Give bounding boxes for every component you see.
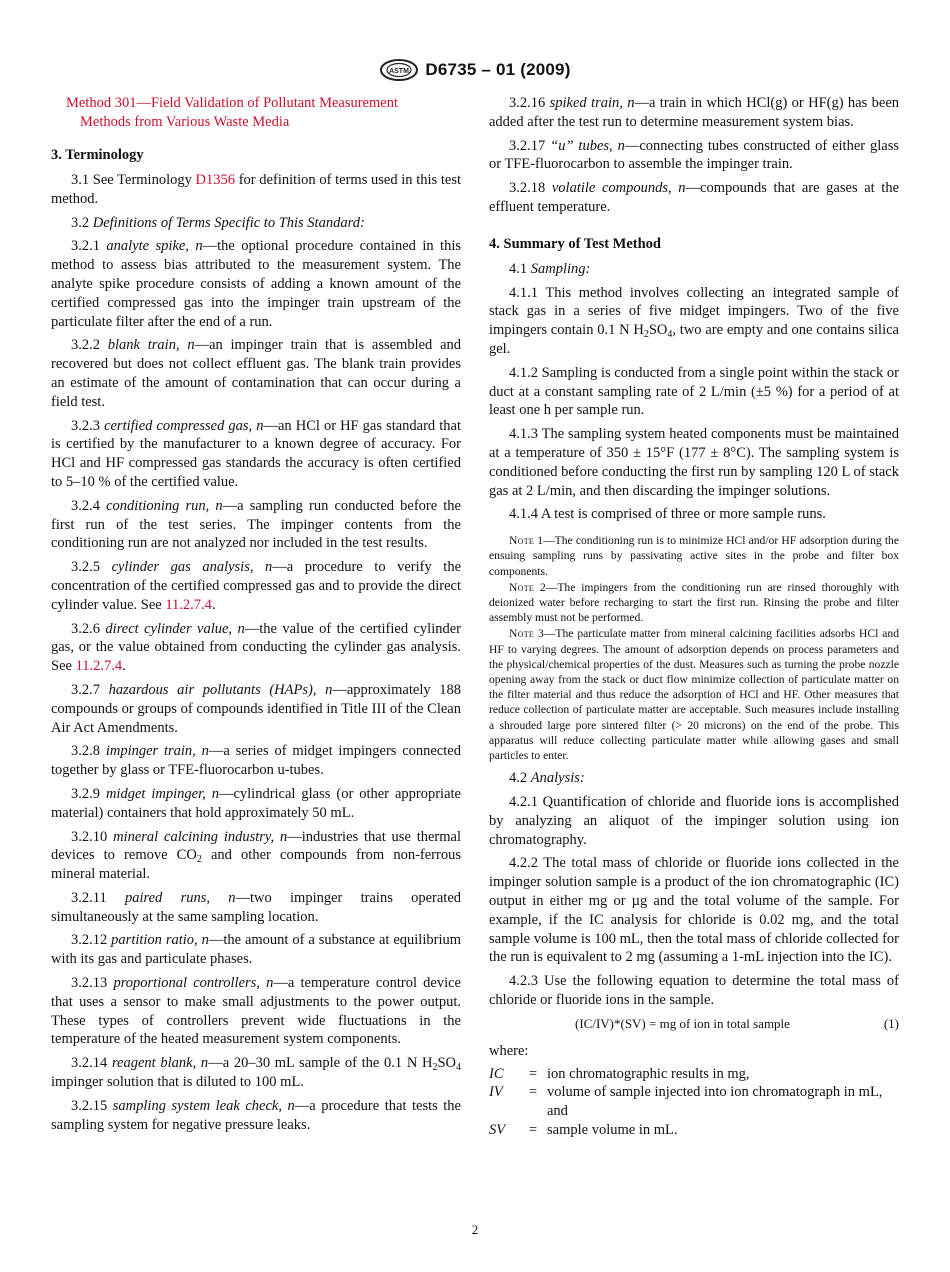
- method-301-reference[interactable]: Method 301—Field Validation of Pollutant Measurement Methods from Various Waste Media: [66, 95, 398, 130]
- document-header: [0, 56, 950, 84]
- para-3-2-18: 3.2.18 volatile compounds, n—compounds that are gases at the effluent temperature.: [489, 180, 900, 215]
- para-4-1-2: 4.1.2 Sampling is conducted from a single point within the stack or duct at a constant sampling rate of 2 L/min (±5 %) for a period of at least one h per sample run.: [489, 364, 899, 419]
- para-3-2-5: 3.2.5 cylinder gas analysis, n—a procedure to verify the concentration of the certified compressed gas and to provide the direct cylinder value. See 11.2.7.4.: [51, 559, 462, 613]
- para-3-2-14: 3.2.14 reagent blank, n—a 20–30 mL sample of the 0.1 N $H_2SO_4$ impinger solution that is diluted to 100 mL.: [51, 1055, 461, 1091]
- para-4-1: 4.1 Sampling:: [509, 260, 591, 277]
- para-3-2-17: 3.2.17 “u” tubes, n—connecting tubes constructed of either glass or TFE-fluorocarbon to assemble the impinger train.: [489, 137, 899, 173]
- para-3-2-15: 3.2.15 sampling system leak check, n—a procedure that tests the sampling system for negative pressure leaks.: [51, 1097, 461, 1133]
- equation-number: (1): [883, 1015, 899, 1031]
- para-3-2-7: 3.2.7 hazardous air pollutants (HAPs), n—approximately 188 compounds or groups of compounds identified in Title III of the Clean Air Act Amendments.: [51, 681, 461, 736]
- para-3-2-16: 3.2.16 spiked train, n—a train in which HCl(g) or HF(g) has been added after the test run to determine measurement system bias.: [489, 95, 899, 130]
- where-label: where:: [489, 1042, 529, 1059]
- para-4-1-3: 4.1.3 The sampling system heated components must be maintained at a temperature of 350 ± 15°F (177 ± 8°C). The sampling system is conditioned before conducting the first run by sampling 120 L of stack gas at 2 L/min, and then discarding the impinger solutions.: [489, 426, 899, 499]
- para-4-2: 4.2 Analysis:: [509, 770, 585, 787]
- para-3-2-12: 3.2.12 partition ratio, n—the amount of a substance at equilibrium with its gas and particulate phases.: [51, 932, 462, 968]
- note-2: Note 2—The impingers from the conditioning run are rinsed thoroughly with deionized water before recharging to start the first run. Rinsing the probe and filter assembly must not be performed.: [489, 580, 899, 625]
- equation-1: [489, 1016, 899, 1032]
- section-11-2-7-4-link[interactable]: 11.2.7.4: [165, 596, 212, 613]
- para-3-2-11: 3.2.11 paired runs, n—two impinger trains operated simultaneously at the same sampling location.: [51, 889, 462, 925]
- astm-logo-text: ASTM: [389, 68, 410, 75]
- para-3-2-2: 3.2.2 blank train, n—an impinger train that is assembled and recovered but does not collect effluent gas. The blank train provides an estimate of the amount of contamination that can occur during a field test.: [51, 337, 461, 410]
- note-1: Note 1—The conditioning run is to minimize HCl and/or HF adsorption during the ensuing sampling runs by passivating active sites in the probe and filter box components.: [489, 534, 899, 578]
- definition-row: IV = volume of sample injected into ion chromatograph in mL, and: [489, 1084, 883, 1120]
- equation-text: (IC/IV)*(SV) = mg of ion in total sample: [575, 1015, 790, 1031]
- para-3-2-10: 3.2.10 mineral calcining industry, n—industries that use thermal devices to remove $CO_2$ and other compounds from non-ferrous mineral material.: [51, 828, 462, 883]
- para-3-2-1: 3.2.1 analyte spike, n—the optional procedure contained in this method to assess bias attributed to the measurement system. The analyte spike procedure consists of adding a known amount of the certified compressed gas into the impinger train upstream of the particulate filter after the end of a run.: [51, 238, 461, 330]
- para-3-2: 3.2 Definitions of Terms Specific to This Standard:: [71, 214, 365, 231]
- para-3-2-3: 3.2.3 certified compressed gas, n—an HCl or HF gas standard that is certified by the manufacturer to a known degree of accuracy. For HCl and HF compressed gas standards the accuracy is often certified to 5–10 % of the certified value.: [51, 417, 461, 490]
- d1356-link[interactable]: D1356: [195, 172, 236, 188]
- para-4-1-1: 4.1.1 This method involves collecting an integrated sample of stack gas in a series of five midget impingers. Two of the five impingers contain 0.1 N $H_2SO_4$, two are empty and one contains silica gel.: [489, 284, 899, 357]
- definition-row: IC = ion chromatographic results in mg,: [489, 1065, 750, 1082]
- para-3-2-4: 3.2.4 conditioning run, n—a sampling run conducted before the first run of the test series. The impinger contents from the conditioning run are not analyzed nor included in the test results.: [51, 497, 461, 552]
- para-3-2-9: 3.2.9 midget impinger, n—cylindrical glass (or other appropriate material) containers that hold approximately 50 mL.: [51, 785, 461, 821]
- para-3-2-8: 3.2.8 impinger train, n—a series of midget impingers connected together by glass or TFE-fluorocarbon u-tubes.: [51, 743, 461, 779]
- right-column: [489, 94, 899, 1140]
- para-4-2-2: 4.2.2 The total mass of chloride or fluoride ions collected in the impinger solution sample is a product of the ion chromatographic (IC) output in either mg or µg and the total volume of the sample. For example, if the IC analysis for chloride is 0.02 mg, and the total sample volume is 100 mL, then the total mass of chloride collected for the run is equivalent to 2 mg (assuming a 1-mL injection into the IC).: [489, 855, 899, 966]
- astm-logo-icon: [379, 58, 419, 82]
- para-3-1: 3.1 See Terminology D1356 for definition of terms used in this test method.: [51, 172, 461, 207]
- document-designation: D6735 – 01 (2009): [425, 60, 571, 79]
- para-3-2-6: 3.2.6 direct cylinder value, n—the value of the certified cylinder gas, or the value obtained from conducting the cylinder gas analysis. See 11.2.7.4.: [51, 620, 462, 675]
- para-4-2-1: 4.2.1 Quantification of chloride and fluoride ions is accomplished by analyzing an aliquot of the impinger solution using ion chromatography.: [489, 793, 899, 848]
- page-number: 2: [471, 1222, 479, 1237]
- note-3: Note 3—The particulate matter from mineral calcining facilities adsorbs HCl and HF to varying degrees. The amount of adsorption depends on process parameters and the physical/chemical properties of the dust. Measures such as turning the probe nozzle opening away from the stack or duct flow minimize collection of particulate matter on the filter material and thus reduce the adsorption of HCl and HF. Other measures that reduce collection of particulate matter are acceptable. Such measures include installing a shrouded large pore sintered filter (> 20 microns) on the end of the probe. This apparatus will reduce collecting particulate matter while allowing gases and small particles to enter.: [489, 627, 899, 762]
- para-3-2-13: 3.2.13 proportional controllers, n—a temperature control device that uses a sensor to make small adjustments to the power output. These types of controllers prevent wide fluctuations in the temperature of the heated measurement system components.: [51, 975, 461, 1048]
- section-3-heading: 3. Terminology: [51, 147, 144, 163]
- para-4-1-4: 4.1.4 A test is comprised of three or more sample runs.: [509, 506, 826, 523]
- section-11-2-7-4-link[interactable]: 11.2.7.4: [75, 658, 123, 675]
- left-column: [51, 94, 461, 1139]
- section-4-heading: 4. Summary of Test Method: [489, 235, 661, 252]
- definition-row: SV = sample volume in mL.: [489, 1121, 678, 1138]
- para-4-2-3: 4.2.3 Use the following equation to determine the total mass of chloride or fluoride ions in the sample.: [489, 973, 899, 1008]
